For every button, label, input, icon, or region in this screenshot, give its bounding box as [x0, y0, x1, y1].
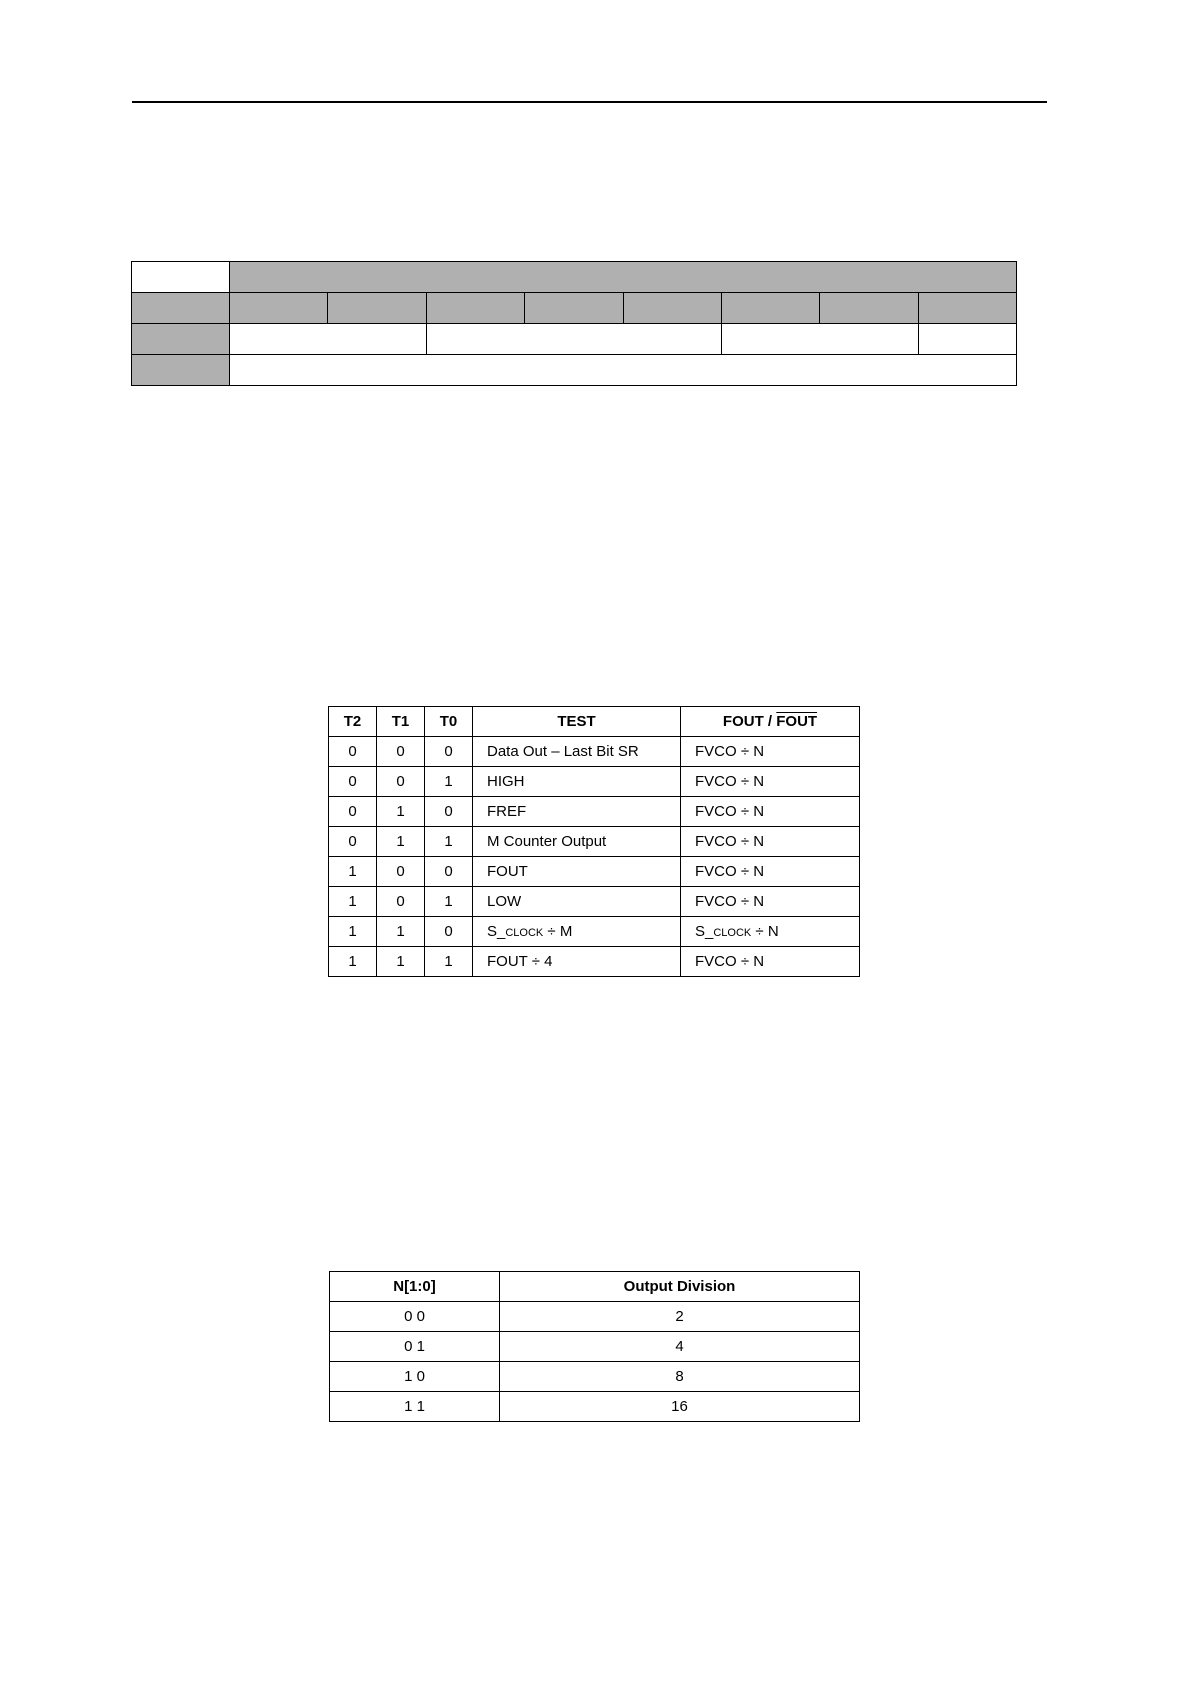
cell-t0: 0: [425, 737, 473, 767]
cell-test: FREF: [473, 797, 681, 827]
cell-division: 8: [500, 1362, 860, 1392]
register-cell: [132, 324, 230, 355]
cell-t0: 1: [425, 887, 473, 917]
register-reset-cell: [230, 355, 1017, 386]
cell-t2: 0: [329, 737, 377, 767]
cell-fout: FVCO ÷ N: [681, 797, 860, 827]
register-bit-cell: [328, 293, 426, 324]
cell-fout: FVCO ÷ N: [681, 857, 860, 887]
header-n: N[1:0]: [330, 1272, 500, 1302]
table-row: [329, 857, 860, 887]
header-t2: T2: [329, 707, 377, 737]
header-fout-text: FOUT /: [722, 713, 777, 730]
table-row: [330, 1362, 860, 1392]
table-row: [329, 737, 860, 767]
cell-t2: 1: [329, 887, 377, 917]
cell-test: FOUT ÷ 4: [473, 947, 681, 977]
register-field-cell: [918, 324, 1016, 355]
cell-fout: FVCO ÷ N: [681, 767, 860, 797]
register-title-cell: [230, 262, 1017, 293]
table-row: [330, 1392, 860, 1422]
table-row: [330, 1302, 860, 1332]
cell-test: HIGH: [473, 767, 681, 797]
register-field-cell: [426, 324, 721, 355]
cell-fout: FVCO ÷ N: [681, 947, 860, 977]
register-cell: [132, 293, 230, 324]
cell-test: LOW: [473, 887, 681, 917]
register-bit-cell: [918, 293, 1016, 324]
cell-test-suffix: ÷ M: [543, 923, 573, 940]
cell-n: 1 1: [330, 1392, 500, 1422]
register-bit-cell: [623, 293, 721, 324]
register-row-bits: [132, 293, 1017, 324]
cell-test: [473, 917, 681, 947]
cell-fout: FVCO ÷ N: [681, 737, 860, 767]
cell-t2: 1: [329, 857, 377, 887]
cell-t2: 1: [329, 917, 377, 947]
table-row: [329, 827, 860, 857]
register-cell: [132, 262, 230, 293]
register-cell: [132, 355, 230, 386]
header-output-division: Output Division: [500, 1272, 860, 1302]
register-bit-cell: [426, 293, 524, 324]
header-fout-bar: FOUT: [776, 713, 818, 730]
register-bit-cell: [230, 293, 328, 324]
cell-t1: 0: [377, 737, 425, 767]
output-division-table: [329, 1271, 860, 1422]
cell-t1: 1: [377, 917, 425, 947]
cell-fout-suffix: ÷ N: [751, 923, 779, 940]
cell-t0: 1: [425, 947, 473, 977]
cell-t1: 0: [377, 767, 425, 797]
cell-n: 1 0: [330, 1362, 500, 1392]
division-table-header: [330, 1272, 860, 1302]
cell-division: 2: [500, 1302, 860, 1332]
register-bit-cell: [820, 293, 918, 324]
register-bit-cell: [525, 293, 623, 324]
cell-t2: 1: [329, 947, 377, 977]
cell-fout: [681, 917, 860, 947]
cell-n: 0 1: [330, 1332, 500, 1362]
table-row: [329, 917, 860, 947]
cell-fout: FVCO ÷ N: [681, 827, 860, 857]
cell-division: 16: [500, 1392, 860, 1422]
table-row: [329, 797, 860, 827]
cell-t2: 0: [329, 767, 377, 797]
cell-t1: 1: [377, 797, 425, 827]
cell-t0: 1: [425, 767, 473, 797]
header-test: TEST: [473, 707, 681, 737]
cell-t0: 1: [425, 827, 473, 857]
register-row-fields: [132, 324, 1017, 355]
cell-t1: 1: [377, 947, 425, 977]
cell-test: Data Out – Last Bit SR: [473, 737, 681, 767]
cell-t1: 1: [377, 827, 425, 857]
cell-fout-sub: CLOCK: [713, 927, 752, 939]
cell-test: M Counter Output: [473, 827, 681, 857]
cell-fout-prefix: S_: [695, 923, 714, 940]
register-field-cell: [721, 324, 918, 355]
cell-t0: 0: [425, 797, 473, 827]
cell-test: FOUT: [473, 857, 681, 887]
header-fout: [681, 707, 860, 737]
cell-t2: 0: [329, 797, 377, 827]
cell-t1: 0: [377, 857, 425, 887]
cell-t1: 0: [377, 887, 425, 917]
register-table: [131, 261, 1017, 386]
register-field-cell: [230, 324, 427, 355]
header-rule: [132, 101, 1047, 103]
header-t0: T0: [425, 707, 473, 737]
register-row-title: [132, 262, 1017, 293]
test-table-header: [329, 707, 860, 737]
cell-test-sub: CLOCK: [505, 927, 544, 939]
cell-t0: 0: [425, 917, 473, 947]
register-row-reset: [132, 355, 1017, 386]
cell-division: 4: [500, 1332, 860, 1362]
table-row: [329, 767, 860, 797]
cell-t2: 0: [329, 827, 377, 857]
cell-test-prefix: S_: [487, 923, 506, 940]
register-bit-cell: [721, 293, 819, 324]
cell-n: 0 0: [330, 1302, 500, 1332]
cell-fout: FVCO ÷ N: [681, 887, 860, 917]
table-row: [329, 947, 860, 977]
table-row: [329, 887, 860, 917]
test-mode-table: [328, 706, 860, 977]
table-row: [330, 1332, 860, 1362]
cell-t0: 0: [425, 857, 473, 887]
header-t1: T1: [377, 707, 425, 737]
